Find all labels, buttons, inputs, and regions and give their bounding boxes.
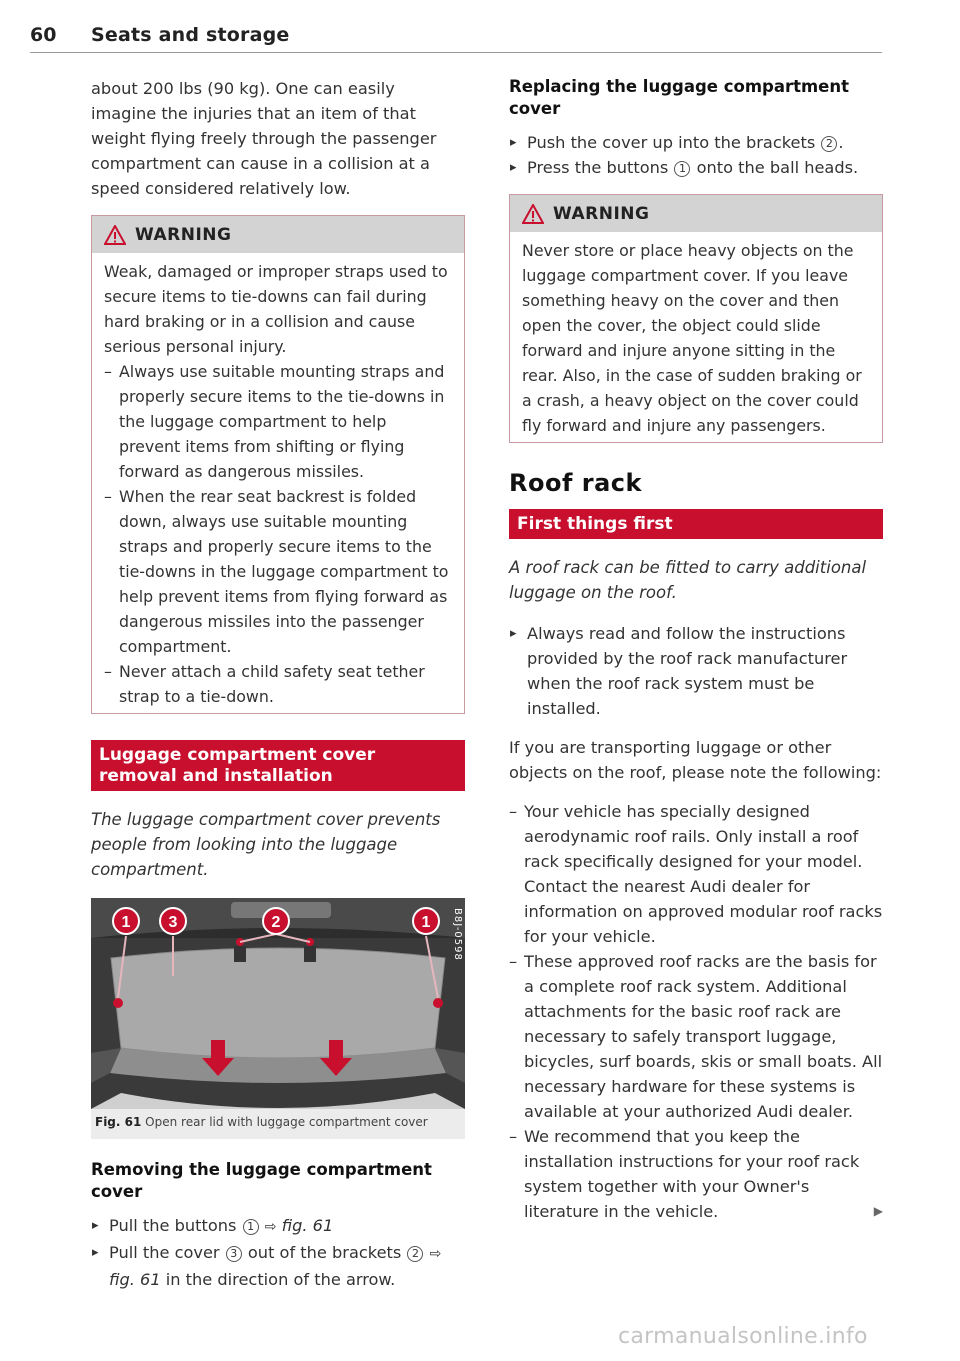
section-title: Seats and storage [91, 24, 290, 46]
left-column [91, 76, 465, 1306]
replacing-step-2 [509, 155, 883, 180]
replacing-heading: Replacing the luggage compartment cover [509, 77, 850, 118]
list-item-text: We recommend that you keep the installation instructions for your roof rack system together with your Owner's literature in the vehicle. [524, 1127, 860, 1221]
replacing-steps [509, 130, 883, 180]
warning-body [510, 232, 882, 442]
replacing-step-1 [509, 130, 883, 155]
callout-ref: 3 [226, 1246, 242, 1262]
callout-1-left [113, 908, 139, 934]
step-text: Press the buttons [527, 158, 669, 177]
reference-arrow-icon: ⇨ [264, 1219, 277, 1235]
removing-heading: Removing the luggage compartment cover [91, 1160, 432, 1201]
callout-ref: 2 [821, 136, 837, 152]
warning-box-straps [91, 215, 465, 714]
warning-list [104, 359, 452, 709]
step-text: Pull the buttons [109, 1216, 237, 1235]
removing-steps [91, 1213, 465, 1292]
callout-2 [263, 908, 289, 934]
roof-rack-list-item: – These approved roof racks are the basis for a complete roof rack system. Additional attachments for the basic roof rack are necessary to safely transport luggage, bicycles, surf boards, skis or small boats. All necessary hardware for these systems is available at your authorized Audi dealer. [509, 949, 883, 1124]
figure-code: B8J-0598 [452, 908, 463, 961]
roof-rack-list-item [509, 1124, 883, 1224]
page-number: 60 [30, 24, 57, 46]
section-heading-cover-removal: Luggage compartment cover removal and installation [91, 740, 465, 791]
section-heading-first-things: First things first [509, 509, 883, 539]
watermark: carmanualsonline.info [618, 1324, 868, 1349]
svg-text:2: 2 [271, 914, 281, 931]
warning-title: WARNING [553, 203, 650, 224]
warning-box-cover [509, 194, 883, 443]
warning-triangle-icon [522, 204, 544, 224]
removing-step-1 [91, 1213, 465, 1240]
roof-rack-heading: Roof rack [509, 469, 642, 497]
continue-arrow-icon: ▶ [873, 1204, 883, 1218]
warning-text: Weak, damaged or improper straps used to secure items to tie-downs can fail during hard braking or in a collision and cause serious personal injury. [104, 262, 448, 356]
svg-text:1: 1 [121, 914, 131, 931]
roof-rack-paragraph: If you are transporting luggage or other objects on the roof, please note the following: [509, 738, 882, 782]
warning-body [92, 253, 464, 713]
figure-caption-text: Open rear lid with luggage compartment cover [145, 1115, 428, 1129]
svg-text:1: 1 [421, 914, 431, 931]
right-column [509, 76, 883, 1224]
roof-rack-bullet: ▸ Always read and follow the instructions provided by the roof rack manufacturer when the roof rack system must be installed. [509, 621, 883, 721]
step-text: out of the brackets [247, 1243, 402, 1262]
roof-rack-intro: A roof rack can be fitted to carry additional luggage on the roof. [509, 558, 867, 602]
step-text: onto the ball heads. [696, 158, 859, 177]
figure-caption-label: Fig. 61 [95, 1115, 142, 1129]
roof-rack-list [509, 799, 883, 1224]
section-intro: The luggage compartment cover prevents people from looking into the luggage compartment. [91, 810, 441, 879]
roof-rack-list-item: – Your vehicle has specially designed aerodynamic roof rails. Only install a roof rack specifically designed for your model. Contact the nearest Audi dealer for information on approved modular roof racks for your vehicle. [509, 799, 883, 949]
step-text: Pull the cover [109, 1243, 220, 1262]
warning-list-item: – Never attach a child safety seat tether strap to a tie-down. [104, 659, 452, 709]
warning-text: Never store or place heavy objects on the luggage compartment cover. If you leave something heavy on the cover and then open the cover, the object could slide forward and injure anyone sitting in the rear. Also, in the case of sudden braking or a crash, a heavy object on the cover could fly forward and injure any passengers. [522, 241, 862, 435]
step-text: in the direction of the arrow. [165, 1270, 396, 1289]
callout-ref: 2 [407, 1246, 423, 1262]
luggage-cover-illustration [91, 898, 465, 1109]
warning-header [510, 195, 882, 232]
figure-61 [91, 898, 465, 1109]
figure-caption [91, 1109, 465, 1139]
removing-step-2 [91, 1240, 465, 1292]
warning-header [92, 216, 464, 253]
callout-1-right [413, 908, 439, 934]
intro-paragraph: about 200 lbs (90 kg). One can easily imagine the injuries that an item of that weight flying freely through the passenger compartment can cause in a collision at a speed considered relatively low. [91, 79, 437, 198]
callout-3 [160, 908, 186, 934]
warning-title: WARNING [135, 224, 232, 245]
reference-arrow-icon: ⇨ [429, 1246, 442, 1262]
roof-rack-bullets [509, 621, 883, 721]
page-header [30, 22, 882, 53]
warning-list-item: – Always use suitable mounting straps and properly secure items to the tie-downs in the luggage compartment to help prevent items from shifting or flying forward as dangerous missiles. [104, 359, 452, 484]
svg-text:3: 3 [168, 914, 178, 931]
figure-reference[interactable]: fig. 61 [281, 1216, 334, 1235]
step-text: . [838, 133, 844, 152]
warning-triangle-icon [104, 225, 126, 245]
callout-ref: 1 [674, 161, 690, 177]
step-text: Push the cover up into the brackets [527, 133, 816, 152]
callout-ref: 1 [243, 1219, 259, 1235]
warning-list-item: – When the rear seat backrest is folded down, always use suitable mounting straps and properly secure items to the tie-downs in the luggage compartment to help prevent items from flying forward as dangerous missiles into the passenger compartment. [104, 484, 452, 659]
figure-reference[interactable]: fig. 61 [109, 1270, 161, 1289]
